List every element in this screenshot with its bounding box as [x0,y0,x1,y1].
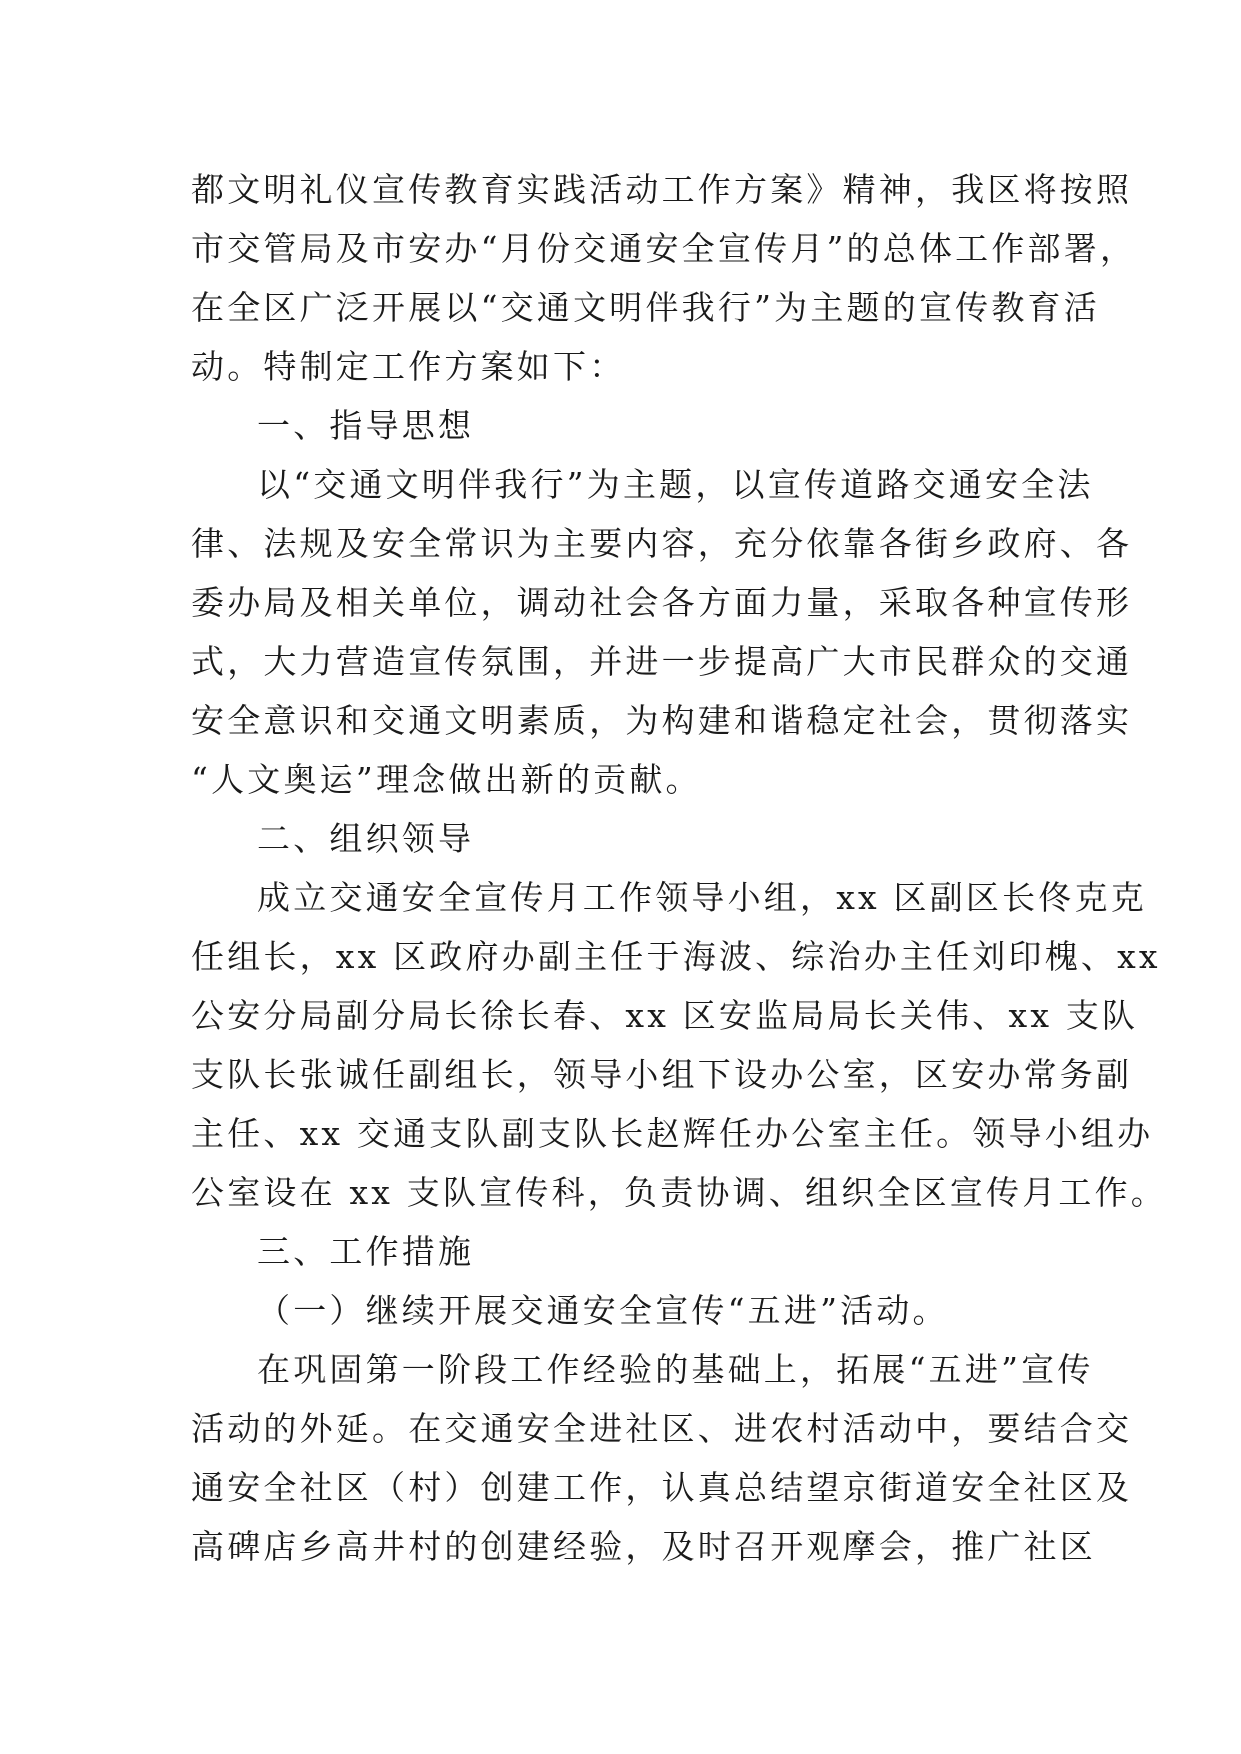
text-line: 市交管局及市安办“月份交通安全宣传月”的总体工作部署， [191,229,1137,268]
text-line: 委办局及相关单位，调动社会各方面力量，采取各种宣传形 [191,583,1133,622]
text-line: 在全区广泛开展以“交通文明伴我行”为主题的宣传教育活 [191,288,1100,327]
text-line: 都文明礼仪宣传教育实践活动工作方案》精神，我区将按照 [191,170,1133,209]
text-line: 公安分局副分局长徐长春、xx 区安监局局长关伟、xx 支队 [191,996,1139,1035]
text-line: “人文奥运”理念做出新的贡献。 [191,760,702,799]
text-line: 活动的外延。在交通安全进社区、进农村活动中，要结合交 [191,1409,1133,1448]
text-line: 安全意识和交通文明素质，为构建和谐稳定社会，贯彻落实 [191,701,1133,740]
text-line: 动。特制定工作方案如下： [191,347,626,386]
text-line: 通安全社区（村）创建工作，认真总结望京街道安全社区及 [191,1468,1133,1507]
text-line: 在巩固第一阶段工作经验的基础上，拓展“五进”宣传 [257,1350,1094,1389]
section-heading: 二、组织领导 [257,819,475,858]
document-body [191,160,1168,1576]
text-line: 成立交通安全宣传月工作领导小组，xx 区副区长佟克克 [257,878,1147,917]
subsection-heading: （一）继续开展交通安全宣传“五进”活动。 [257,1291,949,1330]
text-line: 任组长，xx 区政府办副主任于海波、综治办主任刘印槐、xx [191,937,1161,976]
text-line: 高碑店乡高井村的创建经验，及时召开观摩会，推广社区 [191,1527,1096,1566]
text-line: 主任、xx 交通支队副支队长赵辉任办公室主任。领导小组办 [191,1114,1154,1153]
section-heading: 一、指导思想 [257,406,475,445]
text-line: 以“交通文明伴我行”为主题，以宣传道路交通安全法 [257,465,1094,504]
text-line: 律、法规及安全常识为主要内容，充分依靠各街乡政府、各 [191,524,1133,563]
text-line: 支队长张诚任副组长，领导小组下设办公室，区安办常务副 [191,1055,1133,1094]
text-line: 式，大力营造宣传氛围，并进一步提高广大市民群众的交通 [191,642,1133,681]
section-heading: 三、工作措施 [257,1232,475,1271]
text-line: 公室设在 xx 支队宣传科，负责协调、组织全区宣传月工作。 [191,1173,1168,1212]
